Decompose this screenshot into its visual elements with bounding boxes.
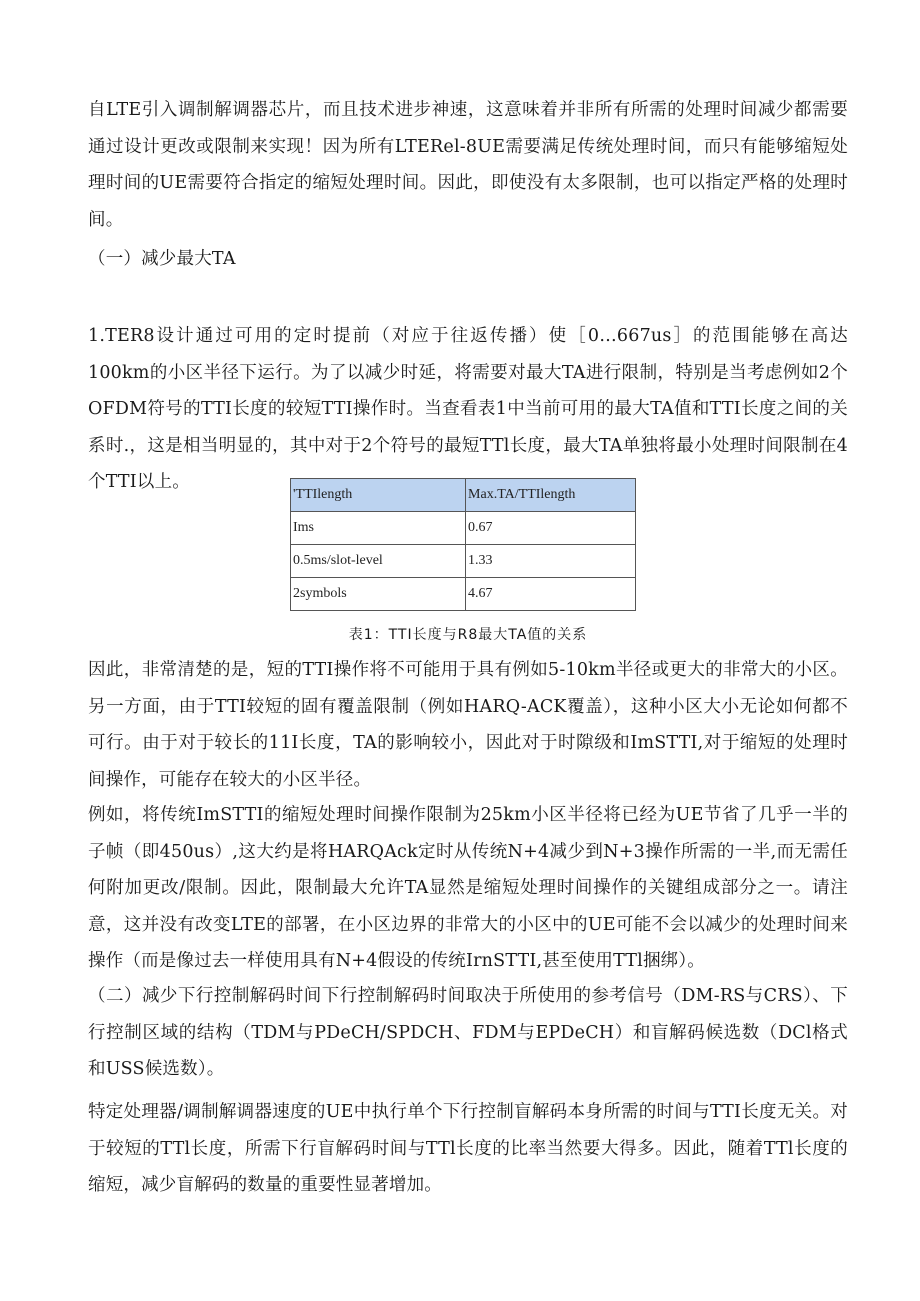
- table-row: [291, 545, 636, 578]
- table-cell: 1.33: [466, 545, 636, 578]
- section-heading-reduce-decoding: （二）减少下行控制解码时间下行控制解码时间取决于所使用的参考信号（DM-RS与CRS）、下行控制区域的结构（TDM与PDeCH/SPDCH、FDM与EPDeCH）和盲解码候选数（DCl格式和USS候选数）。: [88, 986, 848, 1079]
- paragraph-intro: 自LTE引入调制解调器芯片，而且技术进步神速，这意味着并非所有所需的处理时间减少都需要通过设计更改或限制来实现！因为所有LTERel-8UE需要满足传统处理时间，而只有能够缩短处理时间的UE需要符合指定的缩短处理时间。因此，即使没有太多限制，也可以指定严格的处理时间。: [88, 100, 848, 230]
- table-row: [291, 512, 636, 545]
- table-cell: 4.67: [466, 578, 636, 611]
- table-header-cell: Max.TA/TTIlength: [466, 479, 636, 512]
- section-heading-reduce-max-ta: （一）减少最大TA: [88, 249, 236, 269]
- table-header-cell: 'TTIlength: [291, 479, 466, 512]
- table-header-row: [291, 479, 636, 512]
- paragraph-ta-description: 1.TER8设计通过可用的定时提前（对应于往返传播）使［0…667us］的范围能够在高达100km的小区半径下运行。为了以减少时延，将需要对最大TA进行限制，特别是当考虑例如2个OFDM符号的TTI长度的较短TTI操作时。当查看表1中当前可用的最大TA值和TTI长度之间的关系时.，这是相当明显的，其中对于2个符号的最短TTl长度，最大TA单独将最小处理时间限制在4个TTI以上。: [88, 326, 848, 492]
- table-caption: 表1：TTI长度与R8最大TA值的关系: [348, 627, 588, 643]
- paragraph-blind-decoding: 特定处理器/调制解调器速度的UE中执行单个下行控制盲解码本身所需的时间与TTI长度无关。对于较短的TTl长度，所需下行盲解码时间与TTl长度的比率当然要大得多。因此，随着TTl长度的缩短，减少盲解码的数量的重要性显著增加。: [88, 1102, 848, 1195]
- table-cell: 0.67: [466, 512, 636, 545]
- paragraph-example: 例如，将传统ImSTTI的缩短处理时间操作限制为25km小区半径将已经为UE节省了几乎一半的子帧（即450us）,这大约是将HARQAck定时从传统N+4减少到N+3操作所需的一半,而无需任何附加更改/限制。因此，限制最大允许TA显然是缩短处理时间操作的关键组成部分之一。请注意，这并没有改变LTE的部署，在小区边界的非常大的小区中的UE可能不会以减少的处理时间来操作（而是像过去一样使用具有N+4假设的传统IrnSTTI,甚至使用TTl捆绑）。: [88, 805, 848, 971]
- tti-ta-table: [290, 478, 636, 611]
- paragraph-short-tti-cells: 因此，非常清楚的是，短的TTI操作将不可能用于具有例如5-10km半径或更大的非常大的小区。另一方面，由于TTI较短的固有覆盖限制（例如HARQ-ACK覆盖），这种小区大小无论如何都不可行。由于对于较长的11I长度，TA的影响较小，因此对于时隙级和ImSTTI,对于缩短的处理时间操作，可能存在较大的小区半径。: [88, 660, 848, 790]
- table-row: [291, 578, 636, 611]
- table-cell: 0.5ms/slot-level: [291, 545, 466, 578]
- table-cell: 2symbols: [291, 578, 466, 611]
- table-cell: Ims: [291, 512, 466, 545]
